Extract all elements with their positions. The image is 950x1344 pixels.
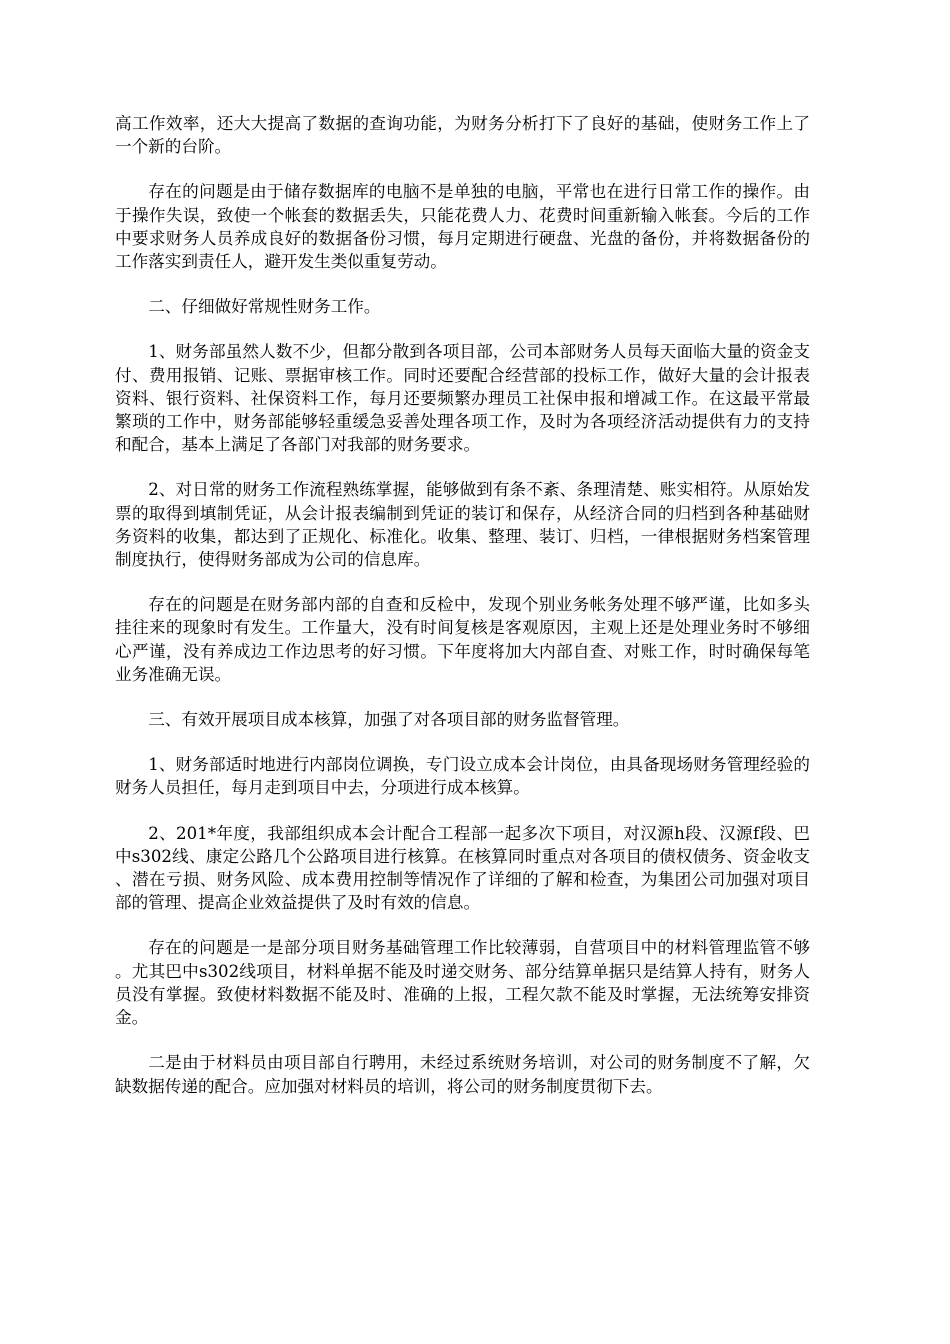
paragraph-routine-point-2: 2、对日常的财务工作流程熟练掌握，能够做到有条不紊、条理清楚、账实相符。从原始发票的取得到填制凭证，从会计报表编制到凭证的装订和保存，从经济合同的归档到各种基础财务资料的收集，都达到了正规化、标准化。收集、整理、装订、归档，一律根据财务档案管理制度执行，使得财务部成为公司的信息库。 — [115, 480, 810, 570]
paragraph-cost-issue-2: 二是由于材料员由项目部自行聘用，未经过系统财务培训，对公司的财务制度不了解，欠缺数据传递的配合。应加强对材料员的培训，将公司的财务制度贯彻下去。 — [115, 1053, 810, 1096]
paragraph-cost-issue-1: 存在的问题是一是部分项目财务基础管理工作比较薄弱，自营项目中的材料管理监管不够。尤其巴中s302线项目，材料单据不能及时递交财务、部分结算单据只是结算人持有，财务人员没有掌握。致使材料数据不能及时、准确的上报，工程欠款不能及时掌握，无法统筹安排资金。 — [115, 938, 810, 1028]
paragraph-routine-point-1: 1、财务部虽然人数不少，但都分散到各项目部，公司本部财务人员每天面临大量的资金支付、费用报销、记账、票据审核工作。同时还要配合经营部的投标工作，做好大量的会计报表资料、银行资料、社保资料工作，每月还要频繁办理员工社保申报和增减工作。在这最平常最繁琐的工作中，财务部能够轻重缓急妥善处理各项工作，及时为各项经济活动提供有力的支持和配合，基本上满足了各部门对我部的财务要求。 — [115, 342, 810, 455]
paragraph-continuation: 高工作效率，还大大提高了数据的查询功能，为财务分析打下了良好的基础，使财务工作上了一个新的台阶。 — [115, 114, 810, 157]
paragraph-backup-issue: 存在的问题是由于储存数据库的电脑不是单独的电脑，平常也在进行日常工作的操作。由于操作失误，致使一个帐套的数据丢失，只能花费人力、花费时间重新输入帐套。今后的工作中要求财务人员养成良好的数据备份习惯，每月定期进行硬盘、光盘的备份，并将数据备份的工作落实到责任人，避开发生类似重复劳动。 — [115, 182, 810, 272]
document-body — [115, 112, 810, 1120]
section-heading-routine-work: 二、仔细做好常规性财务工作。 — [148, 297, 381, 317]
paragraph-routine-issue: 存在的问题是在财务部内部的自查和反检中，发现个别业务帐务处理不够严谨，比如多头挂往来的现象时有发生。工作量大，没有时间复核是客观原因，主观上还是处理业务时不够细心严谨，没有养成边工作边思考的好习惯。下年度将加大内部自查、对账工作，时时确保每笔业务准确无误。 — [115, 595, 810, 684]
paragraph-cost-point-2: 2、201*年度，我部组织成本会计配合工程部一起多次下项目，对汉源h段、汉源f段、巴中s302线、康定公路几个公路项目进行核算。在核算同时重点对各项目的债权债务、资金收支、潜在亏损、财务风险、成本费用控制等情况作了详细的了解和检查，为集团公司加强对项目部的管理、提高企业效益提供了及时有效的信息。 — [115, 823, 810, 913]
section-heading-cost-accounting: 三、有效开展项目成本核算，加强了对各项目部的财务监督管理。 — [148, 710, 630, 730]
paragraph-cost-point-1: 1、财务部适时地进行内部岗位调换，专门设立成本会计岗位，由具备现场财务管理经验的财务人员担任，每月走到项目中去，分项进行成本核算。 — [115, 755, 810, 798]
